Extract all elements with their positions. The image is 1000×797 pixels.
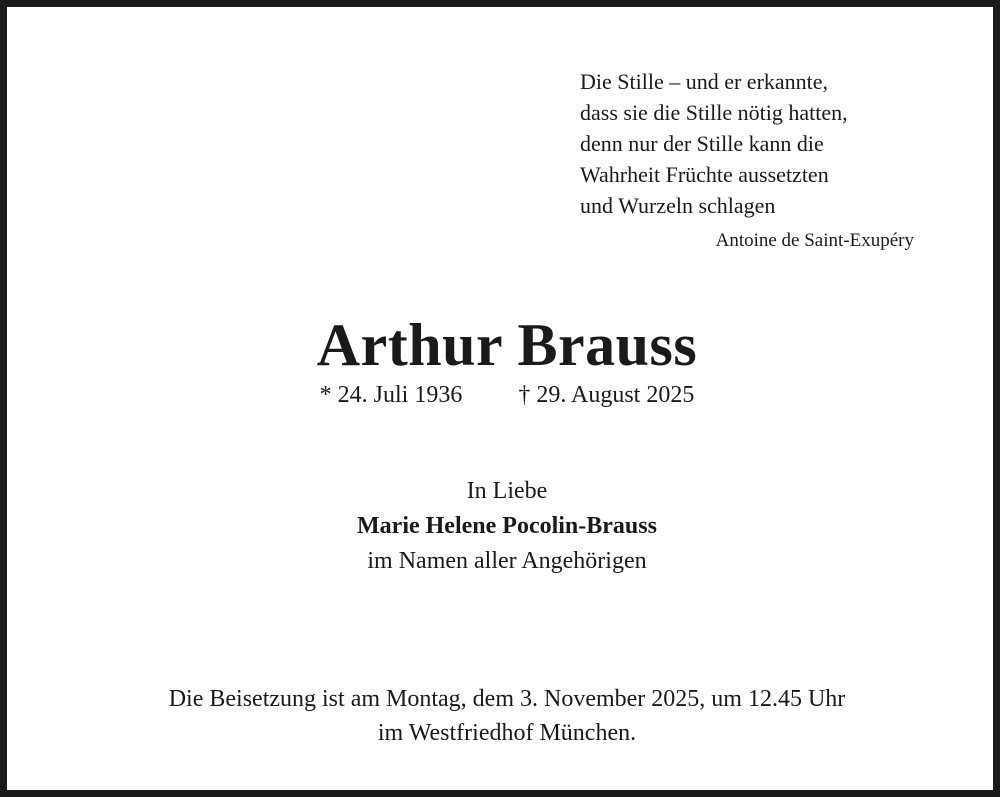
quote-line: dass sie die Stille nötig hatten, — [580, 100, 848, 125]
mourners-block — [7, 474, 1000, 579]
life-dates — [7, 379, 1000, 411]
quote-line: denn nur der Stille kann die — [580, 131, 824, 156]
burial-notice — [7, 682, 1000, 750]
death-date: † 29. August 2025 — [518, 382, 695, 408]
quote-block — [580, 66, 940, 221]
deceased-name: Arthur Brauss — [316, 312, 698, 378]
mourner-name: Marie Helene Pocolin-Brauss — [357, 513, 657, 539]
birth-date: * 24. Juli 1936 — [319, 382, 463, 408]
burial-date-line: Die Beisetzung ist am Montag, dem 3. November 2025, um 12.45 Uhr — [168, 686, 846, 712]
quote-author: Antoine de Saint-Exupéry — [715, 230, 914, 251]
mourners-intro: In Liebe — [466, 478, 548, 504]
mourners-family: im Namen aller Angehörigen — [367, 548, 647, 574]
quote-line: und Wurzeln schlagen — [580, 193, 776, 218]
quote-line: Wahrheit Früchte aussetzten — [580, 162, 829, 187]
burial-place-line: im Westfriedhof München. — [377, 720, 637, 746]
quote-line: Die Stille – und er erkannte, — [580, 69, 829, 94]
